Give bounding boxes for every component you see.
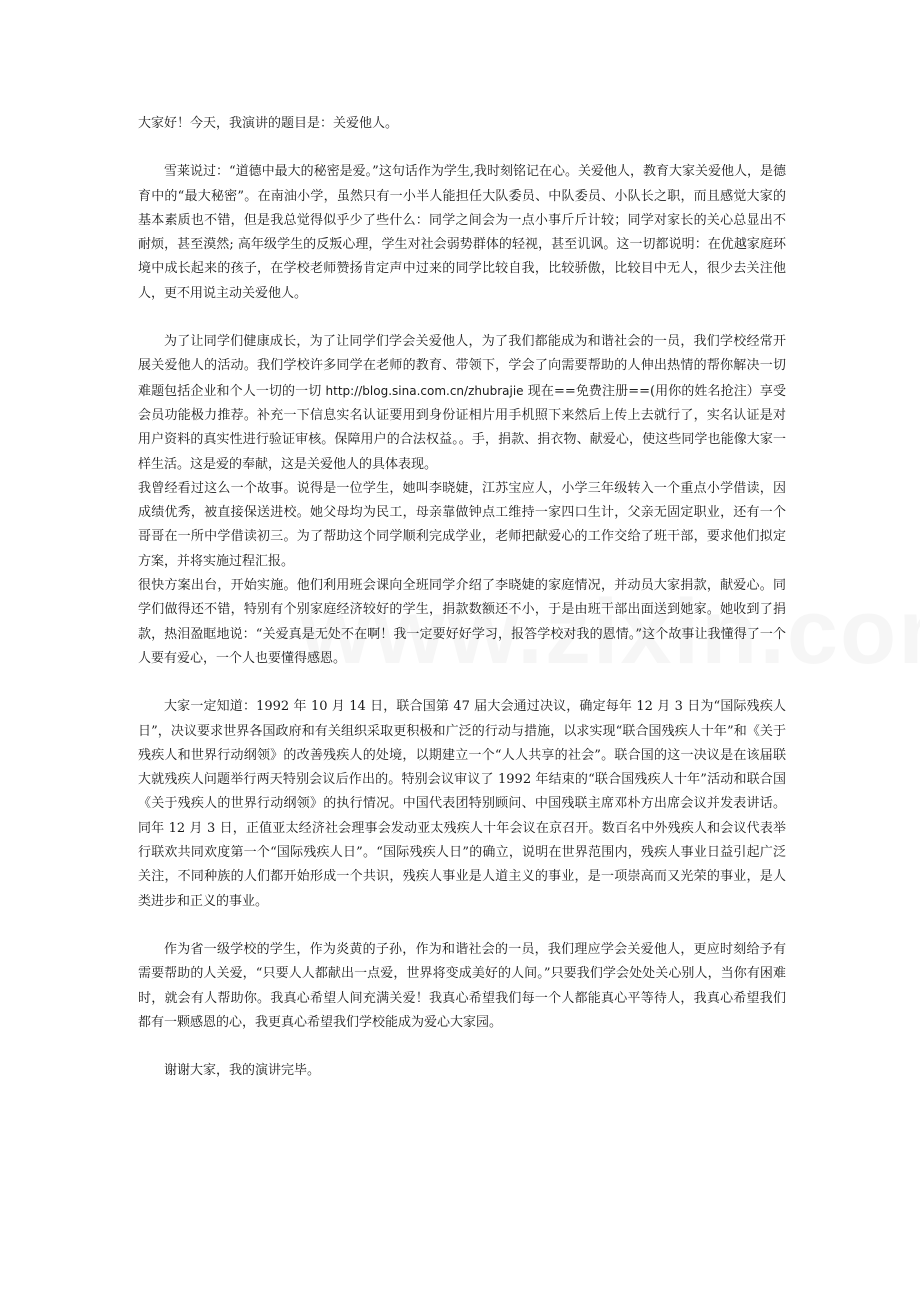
paragraph-4: 很快方案出台，开始实施。他们利用班会课向全班同学介绍了李晓婕的家庭情况，并动员大家捐款，献爱心。同学们做得还不错，特别有个别家庭经济较好的学生，捐款数额还不小，于是由班干部出面送到她家。她收到了捐款，热泪盈眶地说：“关爱真是无处不在啊！我一定要好好学习，报答学校对我的恩情。”这个故事让我懂得了一个人要有爱心，一个人也要懂得感恩。 bbox=[138, 578, 786, 666]
paragraph-gap bbox=[138, 136, 786, 160]
paragraph-3: 我曾经看过这么一个故事。说得是一位学生，她叫李晓婕，江苏宝应人，小学三年级转入一个重点小学借读，因成绩优秀，被直接保送进校。她父母均为民工，母亲靠做钟点工维持一家四口生计，父亲无固定职业，还有一个哥哥在一所中学借读初三。为了帮助这个同学顺利完成学业，老师把献爱心的工作交给了班干部，要求他们拟定方案，并将实施过程汇报。 bbox=[138, 480, 786, 569]
paragraph-2 bbox=[138, 330, 786, 477]
paragraph-gap bbox=[138, 914, 786, 938]
paragraph-gap bbox=[138, 1035, 786, 1059]
blog-url: http://blog.sina.com.cn/zhubrajie bbox=[325, 383, 524, 398]
paragraph-gap bbox=[138, 671, 786, 695]
paragraph-2-text-a: 为了让同学们健康成长，为了让同学们学会关爱他人，为了我们都能成为和谐社会的一员，我们学校经常开展关爱他人的活动。我们学校许多同学在老师的教育、带领下，学会了向需要帮助的人伸出热情的帮你解决一切难题包括企业和个人一切的一切 bbox=[138, 334, 786, 399]
greeting-line: 大家好！今天，我演讲的题目是：关爱他人。 bbox=[138, 116, 399, 131]
paragraph-1: 雪莱说过：“道德中最大的秘密是爱。”这句话作为学生,我时刻铭记在心。关爱他人，教育大家关爱他人，是德育中的“最大秘密”。在南油小学，虽然只有一小半人能担任大队委员、中队委员、小队长之职，而且感觉大家的基本素质也不错，但是我总觉得似乎少了些什么：同学之间会为一点小事斤斤计较；同学对家长的关心总显出不耐烦，甚至漠然; 高年级学生的反叛心理，学生对社会弱势群体的轻视，甚至讥讽。这一切都说明：在优越家庭环境中成长起来的孩子，在学校老师赞扬肯定声中过来的同学比较自我，比较骄傲，比较目中无人，很少去关注他人，更不用说主动关爱他人。 bbox=[138, 164, 786, 301]
paragraph-gap bbox=[138, 306, 786, 330]
speech-document bbox=[138, 112, 786, 1083]
closing-line: 谢谢大家，我的演讲完毕。 bbox=[164, 1063, 321, 1079]
paragraph-6: 作为省一级学校的学生，作为炎黄的子孙，作为和谐社会的一员，我们理应学会关爱他人，更应时刻给予有需要帮助的人关爱，“只要人人都献出一点爱，世界将变成美好的人间。”只要我们学会处处关心别人，当你有困难时，就会有人帮助你。我真心希望人间充满关爱！我真心希望我们每一个人都能真心平等待人，我真心希望我们都有一颗感恩的心，我更真心希望我们学校能成为爱心大家园。 bbox=[138, 941, 786, 1030]
paragraph-2-text-b: 现在==免费注册==(用你的姓名抢注）享受会员功能极力推荐。补充一下信息实名认证要用到身份证相片用手机照下来然后上传上去就行了，实名认证是对用户资料的真实性进行验证审核。保障用户的合法权益。。手，捐款、捐衣物、献爱心，使这些同学也能像大家一样生活。这是爱的奉献，这是关爱他人的具体表现。 bbox=[138, 383, 786, 472]
paragraph-5: 大家一定知道：1992 年 10 月 14 日，联合国第 47 届大会通过决议，确定每年 12 月 3 日为“国际残疾人日”，决议要求世界各国政府和有关组织采取更积极和广泛的行动与措施，以求实现“联合国残疾人十年”和《关于残疾人和世界行动纲领》的改善残疾人的处境，以期建立一个“人人共享的社会”。联合国的这一决议是在该届联大就残疾人问题举行两天特别会议后作出的。特别会议审议了 1992 年结束的“联合国残疾人十年”活动和联合国《关于残疾人的世界行动纲领》的执行情况。中国代表团特别顾问、中国残联主席邓朴方出席会议并发表讲话。同年 12 月 3 日，正值亚太经济社会理事会发动亚太残疾人十年会议在京召开。数百名中外残疾人和会议代表举行联欢共同欢度第一个“国际残疾人日”。“国际残疾人日”的确立，说明在世界范围内，残疾人事业日益引起广泛关注，不同种族的人们都开始形成一个共识，残疾人事业是人道主义的事业，是一项崇高而又光荣的事业，是人类进步和正义的事业。 bbox=[138, 699, 786, 909]
